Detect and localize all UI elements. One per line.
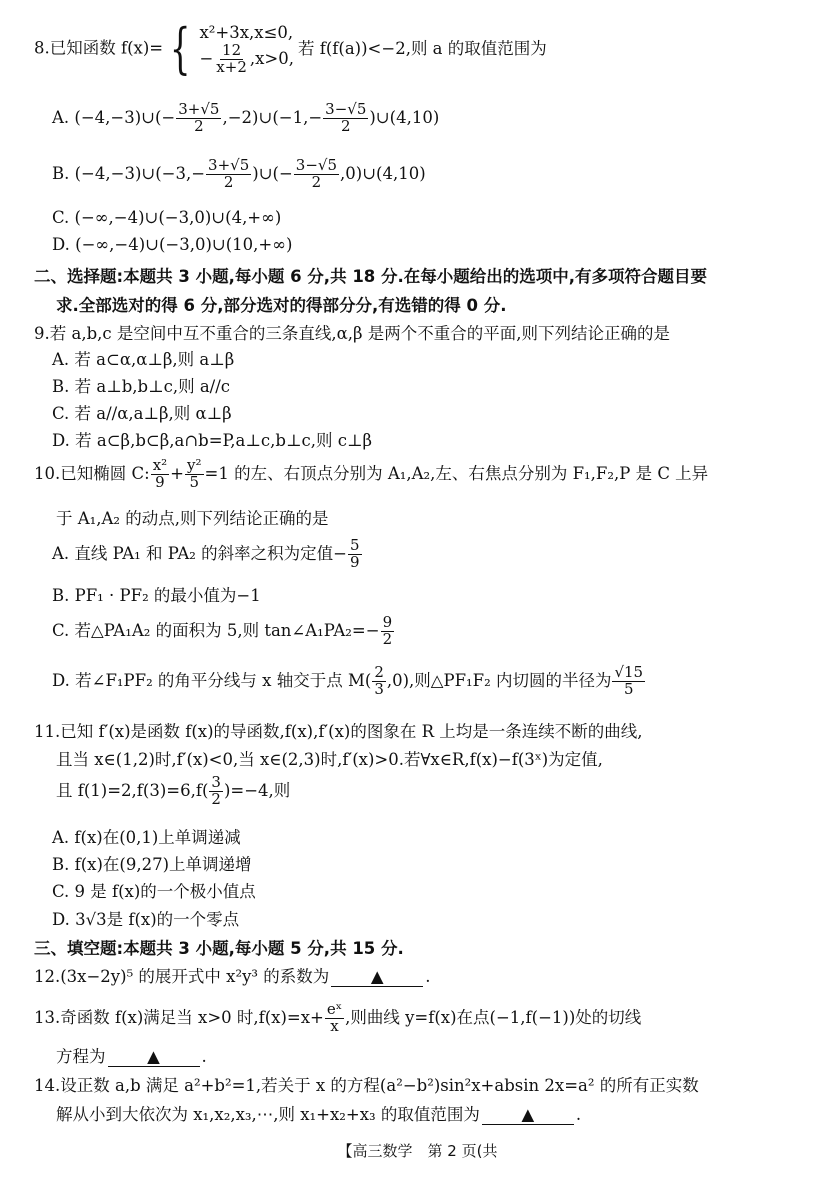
q11-option-a: A. f(x)在(0,1)上单调递减	[52, 828, 241, 847]
q10-option-a: A. 直线 PA₁ 和 PA₂ 的斜率之积为定值− $\frac{5}{9}$	[52, 536, 360, 571]
q13-answer-blank[interactable]: ▲	[108, 1047, 200, 1067]
q8-option-b: B. (−4,−3)∪(−3,− $\frac{3+√5}{2}$ )∪(− $\frac{3-√5}{2}$ ,0)∪(4,10)	[52, 156, 426, 191]
q10-stem: 10.已知椭圆 C: $\frac{\text{x²}}{9}$ + $\frac{\text{y²}}{5}$ =1 的左、右顶点分别为 A₁,A₂,左、右焦点分别为 F₁,F₂,P 是 C 上异	[34, 456, 709, 491]
q12-answer-blank[interactable]: ▲	[331, 967, 423, 987]
q13-stem-cont: 方程为 ▲ .	[56, 1047, 207, 1066]
q8-number: 8.	[34, 38, 50, 58]
q8-option-c: C. (−∞,−4)∪(−3,0)∪(4,+∞)	[52, 208, 282, 227]
q8-tail: 若 f(f(a))<−2,则 a 的取值范围为	[298, 38, 547, 58]
section-3-heading: 三、填空题:本题共 3 小题,每小题 5 分,共 15 分.	[34, 939, 404, 958]
q8-lead: 已知函数 f(x)=	[49, 38, 164, 58]
q11-stem-1: 11.已知 f′(x)是函数 f(x)的导函数,f(x),f′(x)的图象在 R 上均是一条连续不断的曲线,	[34, 722, 643, 741]
q12-stem: 12.(3x−2y)⁵ 的展开式中 x²y³ 的系数为 ▲ .	[34, 967, 431, 986]
q9-option-a: A. 若 a⊂α,α⊥β,则 a⊥β	[52, 350, 235, 369]
q11-stem-2: 且当 x∈(1,2)时,f′(x)<0,当 x∈(2,3)时,f′(x)>0.若∀x∈R,f(x)−f(3ˣ)为定值,	[56, 750, 603, 769]
q11-option-c: C. 9 是 f(x)的一个极小值点	[52, 882, 256, 901]
q11-option-b: B. f(x)在(9,27)上单调递增	[52, 855, 252, 874]
section-2-heading-cont: 求.全部选对的得 6 分,部分选对的得部分分,有选错的得 0 分.	[56, 296, 507, 315]
q8-case-2: − $\frac{12}{x+2}$ ,x>0,	[199, 41, 294, 77]
q9-option-b: B. 若 a⊥b,b⊥c,则 a//c	[52, 377, 231, 396]
q11-stem-3: 且 f(1)=2,f(3)=6,f( $\frac{3}{2}$ )=−4,则	[56, 773, 291, 808]
q13-stem: 13.奇函数 f(x)满足当 x>0 时,f(x)=x+ $\frac{\text{eˣ}}{x}$ ,则曲线 y=f(x)在点(−1,f(−1))处的切线	[34, 1000, 642, 1035]
q10-stem-cont: 于 A₁,A₂ 的动点,则下列结论正确的是	[56, 509, 329, 528]
q14-stem: 14.设正数 a,b 满足 a²+b²=1,若关于 x 的方程(a²−b²)sin²x+absin 2x=a² 的所有正实数	[34, 1076, 699, 1095]
q10-option-d: D. 若∠F₁PF₂ 的角平分线与 x 轴交于点 M( $\frac{2}{3}$ ,0),则△PF₁F₂ 内切圆的半径为 $\frac{√15}{5}$	[52, 663, 644, 698]
q11-option-d: D. 3√3是 f(x)的一个零点	[52, 910, 240, 929]
q9-option-d: D. 若 a⊂β,b⊂β,a∩b=P,a⊥c,b⊥c,则 c⊥β	[52, 431, 372, 450]
section-2-heading: 二、选择题:本题共 3 小题,每小题 6 分,共 18 分.在每小题给出的选项中,有多项符合题目要	[34, 267, 708, 286]
q10-option-c: C. 若△PA₁A₂ 的面积为 5,则 tan∠A₁PA₂=− $\frac{9}{2}$	[52, 613, 393, 648]
q9-stem: 9.若 a,b,c 是空间中互不重合的三条直线,α,β 是两个不重合的平面,则下列结论正确的是	[34, 324, 671, 343]
q9-option-c: C. 若 a//α,a⊥β,则 α⊥β	[52, 404, 232, 423]
q14-stem-cont: 解从小到大依次为 x₁,x₂,x₃,⋯,则 x₁+x₂+x₃ 的取值范围为 ▲ .	[56, 1105, 582, 1124]
q8-case-1: x²+3x,x≤0,	[199, 23, 294, 43]
q10-option-b: B. PF₁ · PF₂ 的最小值为−1	[52, 586, 261, 605]
q8-option-d: D. (−∞,−4)∪(−3,0)∪(10,+∞)	[52, 235, 293, 254]
q8-option-a: A. (−4,−3)∪(− $\frac{3+√5}{2}$ ,−2)∪(−1,− $\frac{3-√5}{2}$ )∪(4,10)	[52, 100, 440, 135]
left-brace-icon: {	[169, 17, 191, 80]
page-footer: 【高三数学 第 2 页(共	[337, 1142, 498, 1160]
q8-stem	[34, 17, 835, 80]
q14-answer-blank[interactable]: ▲	[482, 1105, 574, 1125]
q8-piecewise	[163, 17, 294, 80]
